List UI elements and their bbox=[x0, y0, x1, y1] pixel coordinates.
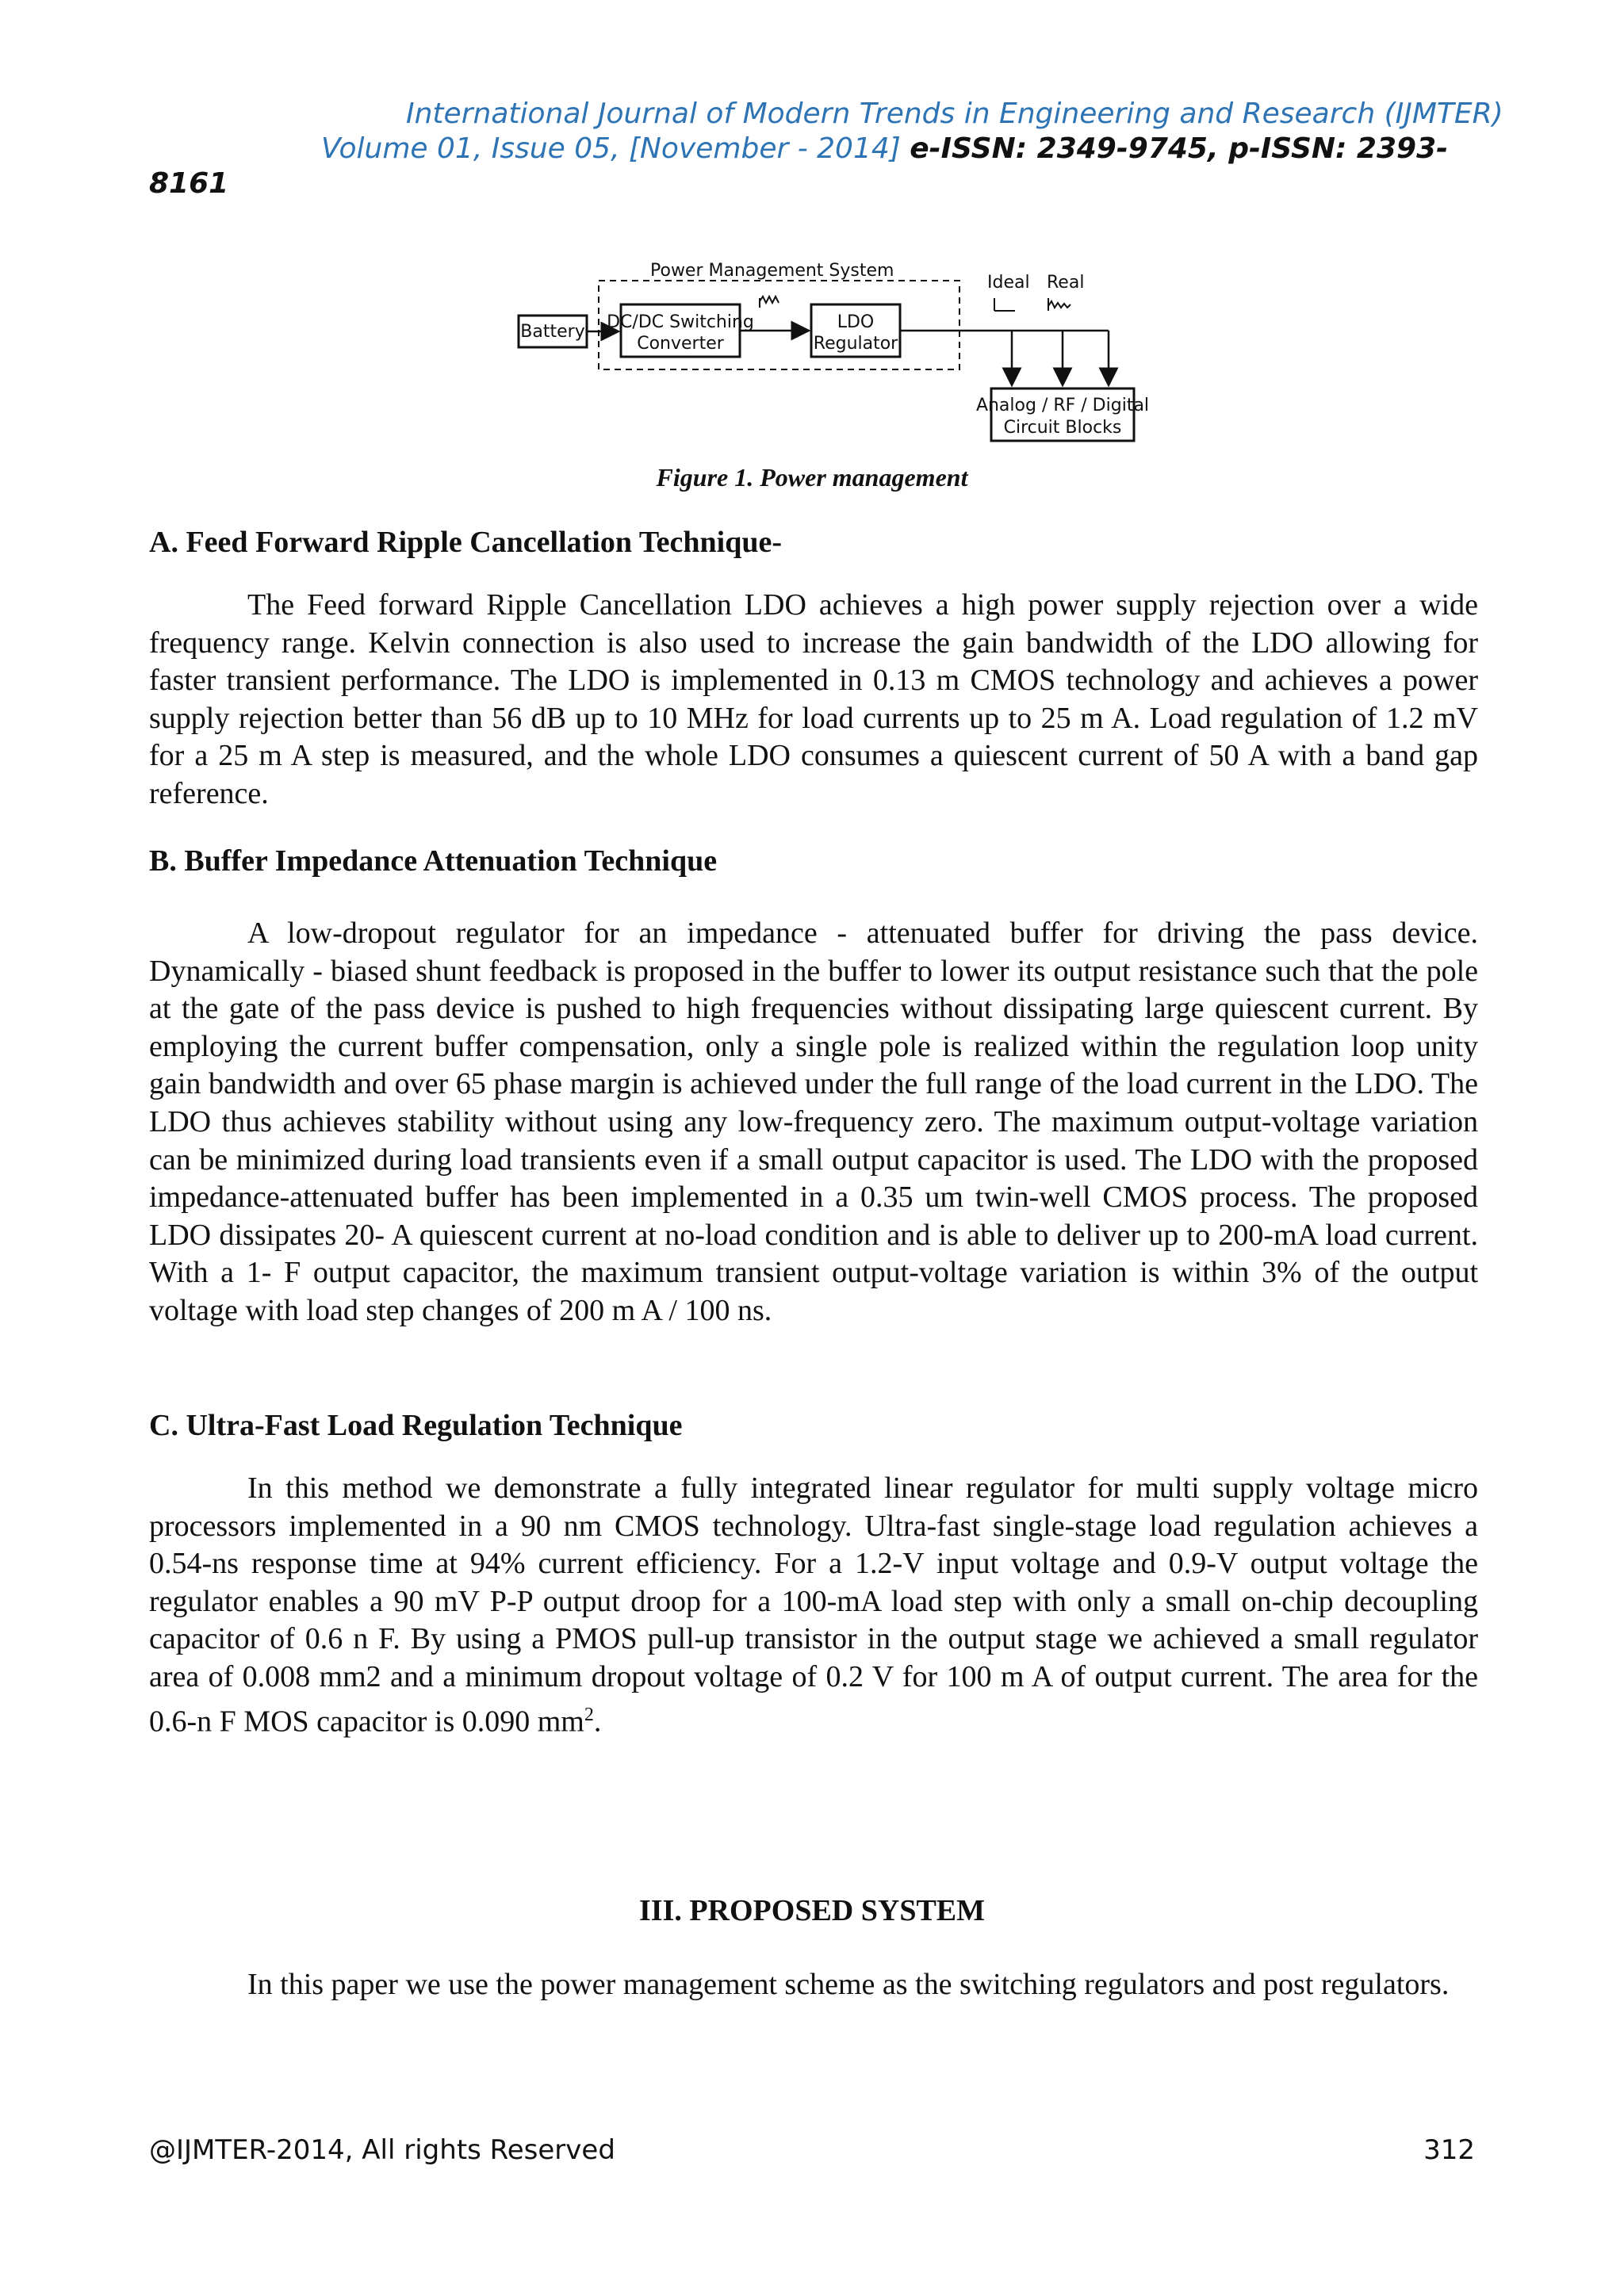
section-b-heading: B. Buffer Impedance Attenuation Technique bbox=[149, 844, 718, 878]
circuit-blocks-line2: Circuit Blocks bbox=[1003, 418, 1122, 438]
ideal-waveform-icon bbox=[994, 298, 1015, 311]
real-waveform-icon bbox=[1048, 298, 1071, 311]
journal-volume: Volume 01, Issue 05, [November - 2014] bbox=[321, 132, 910, 165]
ldo-label-line1: LDO bbox=[837, 312, 875, 332]
section-c-end: . bbox=[593, 1705, 602, 1739]
journal-volume-line bbox=[321, 132, 1448, 166]
section-c-heading: C. Ultra-Fast Load Regulation Technique bbox=[149, 1409, 683, 1442]
battery-label: Battery bbox=[520, 322, 585, 342]
real-label: Real bbox=[1047, 273, 1085, 293]
section-c-body: In this method we demonstrate a fully integrated linear regulator for multi supply voltage micro processors implemented in a 90 nm CMOS technology. Ultra-fast single-stage load regulation achieves a 0.54-ns response time at 94% current efficiency. For a 1.2-V input voltage and 0.9-V output voltage the regulator enables a 90 mV P-P output droop for a 100-mA load step with only a small on-chip decoupling capacitor of 0.6 n F. By using a PMOS pull-up transistor in the output stage we achieved a small regulator area of 0.008 mm2 and a minimum dropout voltage of 0.2 V for 100 m A of output current. The area for the 0.6-n F MOS capacitor is 0.090 mm bbox=[149, 1471, 1478, 1739]
ideal-label: Ideal bbox=[987, 273, 1030, 293]
proposed-system-paragraph: In this paper we use the power management scheme as the switching regulators and post regulators. bbox=[247, 1968, 1450, 2001]
system-title: Power Management System bbox=[650, 261, 894, 281]
journal-title: International Journal of Modern Trends in Engineering and Research (IJMTER) bbox=[406, 98, 1503, 130]
section-c-paragraph bbox=[149, 1470, 1478, 1741]
footer-copyright: @IJMTER-2014, All rights Reserved bbox=[149, 2134, 615, 2166]
section-b-paragraph: A low-dropout regulator for an impedance - attenuated buffer for driving the pass device. Dynamically - biased shunt feedback is proposed in the buffer to lower its output resistance such that the pole at the gate of the pass device is pushed to high frequencies without dissipating large quiescent current. By employing the current buffer compensation, only a single pole is realized within the regulation loop unity gain bandwidth and over 65 phase margin is achieved under the full range of the load current in the LDO. The LDO thus achieves stability without using any low-frequency zero. The maximum output-voltage variation can be minimized during load transients even if a small output capacitor is used. The LDO with the proposed impedance-attenuated buffer has been implemented in a 0.35 um twin-well CMOS process. The proposed LDO dissipates 20- A quiescent current at no-load condition and is able to deliver up to 200-mA load current. With a 1- F output capacitor, the maximum transient output-voltage variation is within 3% of the output voltage with load step changes of 200 m A / 100 ns. bbox=[149, 916, 1478, 1327]
figure-caption: Figure 1. Power management bbox=[656, 463, 968, 492]
ripple-icon bbox=[760, 297, 779, 308]
section-a-heading: A. Feed Forward Ripple Cancellation Technique- bbox=[149, 526, 783, 559]
journal-issn: e-ISSN: 2349-9745, p-ISSN: 2393- bbox=[910, 132, 1449, 165]
circuit-blocks-line1: Analog / RF / Digital bbox=[975, 396, 1150, 415]
ldo-label-line2: Regulator bbox=[813, 334, 898, 354]
power-management-diagram bbox=[508, 252, 1158, 450]
section-a-paragraph: The Feed forward Ripple Cancellation LDO achieves a high power supply rejection over a wide frequency range. Kelvin connection is also used to increase the gain bandwidth of the LDO allowing for faster transient performance. The LDO is implemented in 0.13 m CMOS technology and achieves a power supply rejection better than 56 dB up to 10 MHz for load currents up to 25 m A. Load regulation of 1.2 mV for a 25 m A step is measured, and the whole LDO consumes a quiescent current of 50 A with a band gap reference. bbox=[149, 588, 1478, 810]
journal-issn-continuation: 8161 bbox=[149, 167, 229, 200]
superscript-two: 2 bbox=[584, 1704, 594, 1725]
proposed-system-heading: III. PROPOSED SYSTEM bbox=[638, 1894, 986, 1927]
converter-label-line2: Converter bbox=[637, 334, 724, 354]
converter-label-line1: DC/DC Switching bbox=[607, 312, 754, 332]
page-number: 312 bbox=[1423, 2134, 1475, 2166]
